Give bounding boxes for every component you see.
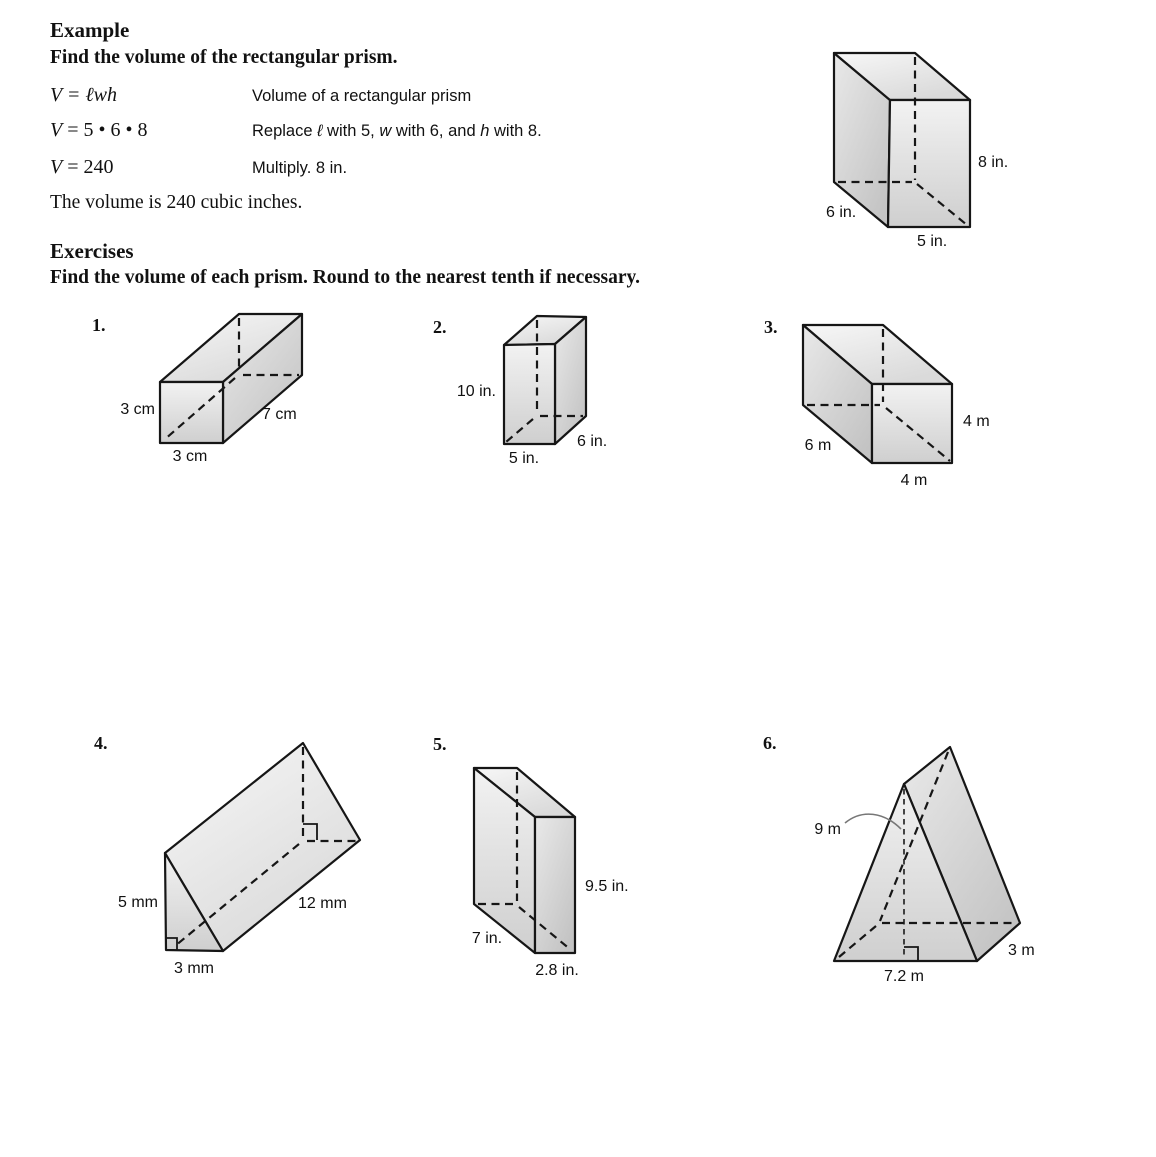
prism-face-front	[535, 817, 575, 953]
problem-3-figure	[803, 325, 990, 489]
example-prompt: Find the volume of the rectangular prism.	[50, 47, 398, 68]
exercises-instructions: Find the volume of each prism. Round to the nearest tenth if necessary.	[50, 267, 641, 288]
dimension-label-right: 4 m	[963, 413, 990, 430]
formula-variable: V	[50, 84, 62, 106]
dimension-label-width: 5 in.	[917, 233, 948, 250]
note-variable: w	[379, 122, 392, 140]
dimension-label-left: 5 mm	[118, 894, 158, 911]
prism-face-front	[888, 100, 970, 227]
dimension-label-right: 3 m	[1008, 942, 1035, 959]
note-text: with 6, and	[391, 122, 481, 140]
problem-number-4: 4.	[94, 733, 108, 753]
example-conclusion: The volume is 240 cubic inches.	[50, 192, 303, 213]
problem-number-6: 6.	[763, 733, 777, 753]
dimension-label-bottom: 5 in.	[508, 450, 540, 467]
problem-number-5: 5.	[433, 734, 447, 754]
note-text: with 8.	[489, 122, 542, 140]
example-prism-figure	[826, 53, 1008, 250]
formula-expression: = 240	[62, 156, 114, 178]
formula-variable: V	[50, 119, 63, 141]
note-text: with 5,	[322, 122, 380, 140]
note-variable: h	[480, 122, 490, 140]
dimension-label-right: 6 in.	[577, 433, 608, 450]
problem-6-figure	[814, 747, 1034, 985]
exercises-heading: Exercises	[50, 239, 134, 263]
formula-expression: = 5 • 6 • 8	[62, 119, 148, 141]
problem-2-figure	[457, 316, 607, 467]
formula-expression: = ℓwh	[61, 84, 118, 106]
example-step-note-1: Volume of a rectangular prism	[252, 87, 472, 105]
problem-number-3: 3.	[764, 317, 778, 337]
dimension-label-bottom: 4 m	[900, 472, 928, 489]
dimension-label-bottom: 7.2 m	[883, 968, 925, 985]
dimension-label-left: 10 in.	[456, 383, 496, 400]
dimension-label-left: 6 m	[804, 437, 832, 454]
note-text: Replace	[252, 122, 318, 140]
problem-number-1: 1.	[92, 315, 106, 335]
dimension-label-depth: 6 in.	[826, 204, 857, 221]
example-step-note-3: Multiply. 8 in.	[252, 159, 348, 177]
dimension-label-left: 7 in.	[471, 930, 503, 947]
dimension-label-bottom: 3 mm	[174, 960, 214, 977]
problem-1-figure	[120, 314, 302, 465]
problem-5-figure	[472, 768, 629, 979]
problem-number-2: 2.	[433, 317, 447, 337]
dimension-label-right: 9.5 in.	[585, 878, 629, 895]
prism-face-front	[504, 344, 555, 444]
dimension-label-height: 8 in.	[978, 154, 1009, 171]
dimension-label-bottom: 2.8 in.	[535, 962, 579, 979]
dimension-label-bottom: 3 cm	[172, 448, 208, 465]
problem-4-figure	[118, 743, 360, 977]
dimension-label-right: 12 mm	[298, 895, 347, 912]
dimension-label-right: 7 cm	[262, 406, 297, 423]
dimension-label-left: 3 cm	[120, 401, 155, 418]
note-variable: ℓ	[317, 122, 323, 140]
formula-variable: V	[50, 156, 63, 178]
dimension-label-left: 9 m	[814, 821, 841, 838]
example-heading: Example	[50, 18, 130, 42]
prism-face-front	[872, 384, 952, 463]
